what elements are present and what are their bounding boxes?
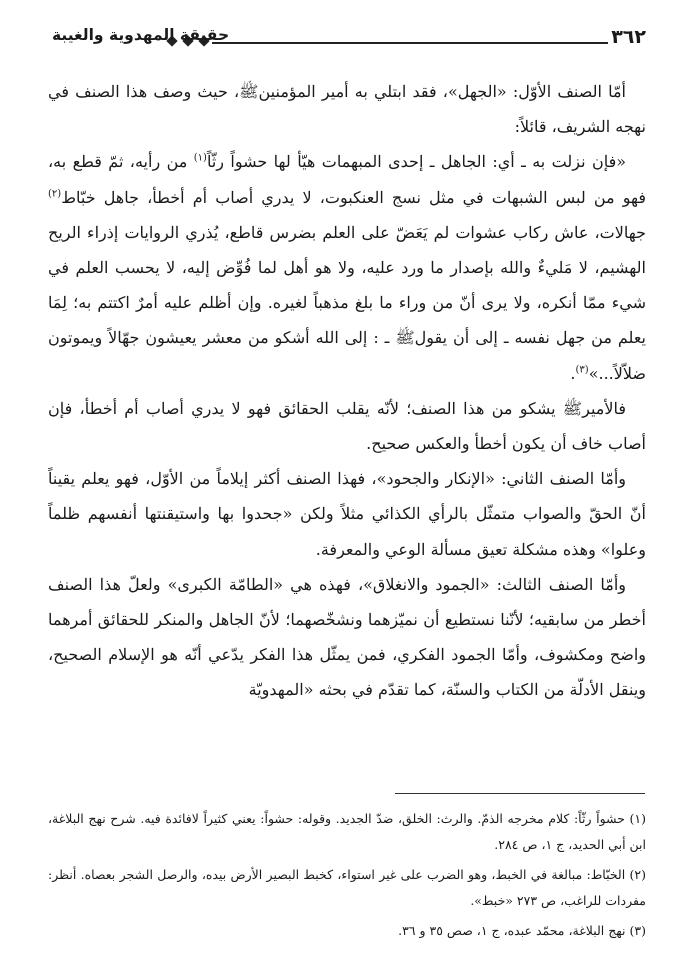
body-text — [48, 74, 646, 708]
page-number: ٣٦٢ — [611, 26, 646, 48]
paragraph: وأمّا الصنف الثاني: «الإنكار والجحود»، فهذا الصنف أكثر إيلاماً من الأوّل، فهو يعلم يقيناً أنّ الحقّ والصواب متمثّل بالرأي الكذائي مثلاً ولكن «جحدوا بها واستيقنتها أنفسهم ظلماً وعلوا» وهذه مشكلة تعيق مسألة الوعي والمعرفة. — [48, 469, 646, 559]
quote-text: «فإن نزلت به ـ أي: الجاهل ـ إحدى المبهمات هيّأ لها حشواً رثّاً — [206, 152, 627, 172]
footnote: (٢) الخبّاط: مبالغة في الخبط، وهو الضرب على غير استواء، كخبط البصير الأرض بيده، والرصل الشجر بعصاه. أنظر: مفردات للراغب، ص ٢٧٣ «خبط». — [48, 867, 646, 908]
quote-text: جهالات، عاش ركاب عشوات لم يَعَضّ على العلم بضرس قاطع، يُذري الروايات إذراء الريح الهشيم، لا مَليءٌ والله بإصدار ما ورد عليه، ولا هو أهل لما فُوِّض إليه، لا يحسب العلم في شيء ممّا أنكره، ولا يرى أنّ من وراء ما بلغ مذهباً لغيره. وإن أظلم عليه أمرٌ اكتتم به؛ لِمَا يعلم من جهل نفسه ـ إلى أن يقولﷺ ـ : إلى الله أشكو من معشر يعيشون جهّالاً ويموتون ضلاّلاً...» — [48, 222, 647, 383]
quote-text: . — [570, 363, 576, 383]
footnote-marker[interactable]: (٣) — [575, 364, 589, 376]
header-rule — [212, 42, 608, 44]
paragraph: فالأميرﷺ يشكو من هذا الصنف؛ لأنّه يقلب الحقائق فهو لا يدري أصاب أم أخطأ، فإن أصاب خاف أن يكون أخطأ والعكس صحيح. — [48, 398, 646, 454]
running-title: حقيقة المهدوية والغيبة — [52, 26, 230, 44]
footnote-marker[interactable]: (٢) — [48, 188, 62, 200]
footnotes — [48, 806, 646, 948]
footnote: (١) حشواً رثّاً: كلام مخرجه الذمّ. والرث: الخلق، ضدّ الجديد. وقوله: حشواً: يعني كثيراً لافائدة فيه. شرح نهج البلاغة، ابن أبي الحديد، ج ١، ص ٢٨٤. — [48, 811, 646, 852]
footnote-marker[interactable]: (١) — [193, 153, 207, 165]
page-header — [52, 26, 646, 54]
footnote-separator — [395, 793, 645, 794]
quote-paragraph — [48, 144, 646, 390]
paragraph: وأمّا الصنف الثالث: «الجمود والانغلاق»، فهذه هي «الطامّة الكبرى» ولعلّ هذا الصنف أخطر من سابقيه؛ لأنّنا نستطيع أن نميّزهما ونشخّصهما؛ لأنّ الجاهل والمنكر للحقائق أمرهما واضح ومكشوف، وأمّا الجمود الفكري، فمن يمثّل هذا الفكر يدّعي أنّه هو الإسلام الصحيح، وينقل الأدلّة من الكتاب والسنّة، كما تقدّم في بحثه «المهدويّة — [48, 574, 646, 700]
paragraph: أمّا الصنف الأوّل: «الجهل»، فقد ابتلي به أمير المؤمنينﷺ، حيث وصف هذا الصنف في نهجه الشريف، قائلاً: — [48, 82, 646, 137]
quote-text: من رأيه، ثمّ قطع به، فهو من لبس الشبهات في مثل نسج العنكبوت، لا يدري أصاب أم أخطأ، جاهل خبّاط — [48, 152, 646, 207]
footnote: (٣) نهج البلاغة، محمّد عبده، ج ١، صص ٣٥ و ٣٦. — [398, 923, 646, 938]
